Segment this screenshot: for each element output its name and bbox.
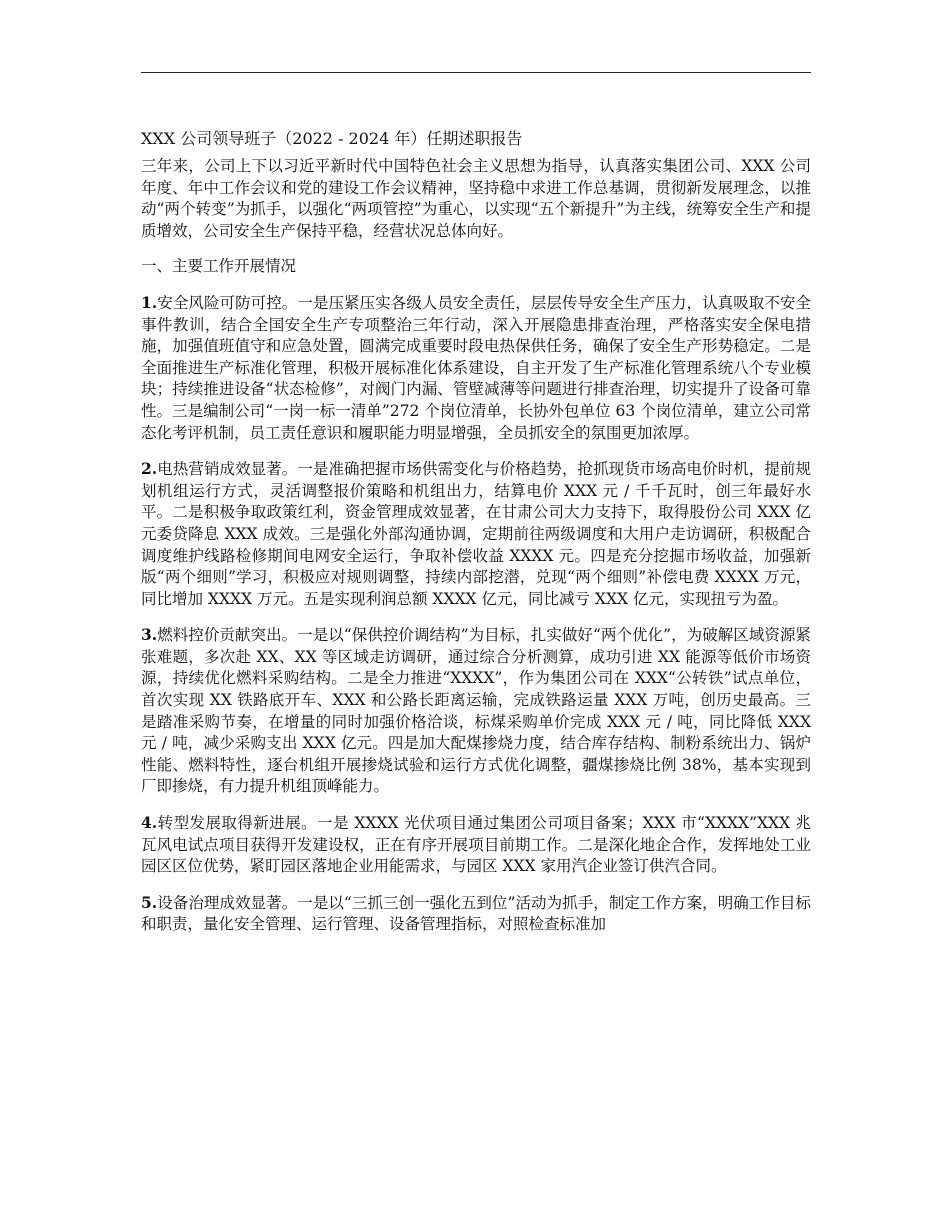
item-text: 设备治理成效显著。一是以“三抓三创一强化五到位”活动为抓手，制定工作方案，明确工作目标和职责，量化安全管理、运行管理、设备管理指标，对照检查标准加: [141, 893, 811, 934]
intro-paragraph: 三年来，公司上下以习近平新时代中国特色社会主义思想为指导，认真落实集团公司、XXX 公司年度、年中工作会议和党的建设工作会议精神，坚持稳中求进工作总基调，贯彻新发展理念，以推动“两个转变”为抓手，以强化“两项管控”为重心，以实现“五个新提升”为主线，统筹安全生产和提质增效，公司安全生产保持平稳，经营状况总体向好。: [141, 157, 811, 240]
item-text: 电热营销成效显著。一是准确把握市场供需变化与价格趋势，抢抓现货市场高电价时机，提前规划机组运行方式，灵活调整报价策略和机组出力，结算电价 XXX 元 / 千千瓦时，创三年最好水平。二是积极争取政策红利，资金管理成效显著，在甘肃公司大力支持下，取得股份公司 XXX 亿元委贷降息 XXX 成效。三是强化外部沟通协调，定期前往两级调度和大用户走访调研，积极配合调度维护线路检修期间电网安全运行，争取补偿收益 XXXX 元。四是充分挖掘市场收益，加强新版“两个细则”学习，积极应对规则调整，持续内部挖潜，兑现“两个细则”补偿电费 XXXX 万元，同比增加 XXXX 万元。五是实现利润总额 XXXX 亿元，同比减亏 XXX 亿元，实现扭亏为盈。: [141, 460, 811, 608]
item-text: 燃料控价贡献突出。一是以“保供控价调结构”为目标，扎实做好“两个优化”，为破解区域资源紧张难题，多次赴 XX、XX 等区域走访调研，通过综合分析测算，成功引进 XX 能源等低价市场资源，持续优化燃料采购结构。二是全力推进“XXXX”，作为集团公司在 XXX“公转铁”试点单位，首次实现 XX 铁路底开车、XXX 和公路长距离运输，完成铁路运量 XXX 万吨，创历史最高。三是踏准采购节奏，在增量的同时加强价格洽谈，标煤采购单价完成 XXX 元 / 吨，同比降低 XXX 元 / 吨，减少采购支出 XXX 亿元。四是加大配煤掺烧力度，结合库存结构、制粉系统出力、锅炉性能、燃料特性，逐台机组开展掺烧试验和运行方式优化调整，疆煤掺烧比例 38%，基本实现到厂即掺烧，有力提升机组顶峰能力。: [141, 626, 811, 796]
section-heading-1: 一、主要工作开展情况: [141, 257, 297, 276]
item-number: 2.: [141, 459, 158, 479]
item-number: 4.: [141, 813, 158, 833]
item-number: 1.: [141, 292, 158, 312]
item-paragraph-3: [141, 624, 811, 798]
document-title: XXX 公司领导班子（2022 - 2024 年）任期述职报告: [141, 129, 523, 148]
item-paragraph-1: [141, 292, 811, 444]
item-number: 5.: [141, 892, 158, 912]
item-text: 转型发展取得新进展。一是 XXXX 光伏项目通过集团公司项目备案；XXX 市“XXXX”XXX 兆瓦风电试点项目获得开发建设权，正在有序开展项目前期工作。二是深化地企合作，发挥地处工业园区区位优势，紧盯园区落地企业用能需求，与园区 XXX 家用汽企业签订供汽合同。: [141, 814, 811, 876]
item-paragraph-4: [141, 812, 811, 878]
item-paragraph-2: [141, 458, 811, 610]
header-rule: [141, 72, 811, 73]
document-body: [141, 128, 811, 950]
item-text: 安全风险可防可控。一是压紧压实各级人员安全责任，层层传导安全生产压力，认真吸取不安全事件教训，结合全国安全生产专项整治三年行动，深入开展隐患排查治理，严格落实安全保电措施，加强值班值守和应急处置，圆满完成重要时段电热保供任务，确保了安全生产形势稳定。二是全面推进生产标准化管理，积极开展标准化体系建设，自主开发了生产标准化管理系统八个专业模块；持续推进设备“状态检修”，对阀门内漏、管壁减薄等问题进行排查治理，切实提升了设备可靠性。三是编制公司“一岗一标一清单”272 个岗位清单，长协外包单位 63 个岗位清单，建立公司常态化考评机制，员工责任意识和履职能力明显增强，全员抓安全的氛围更加浓厚。: [141, 293, 811, 442]
item-number: 3.: [141, 625, 158, 645]
item-paragraph-5: [141, 892, 811, 936]
